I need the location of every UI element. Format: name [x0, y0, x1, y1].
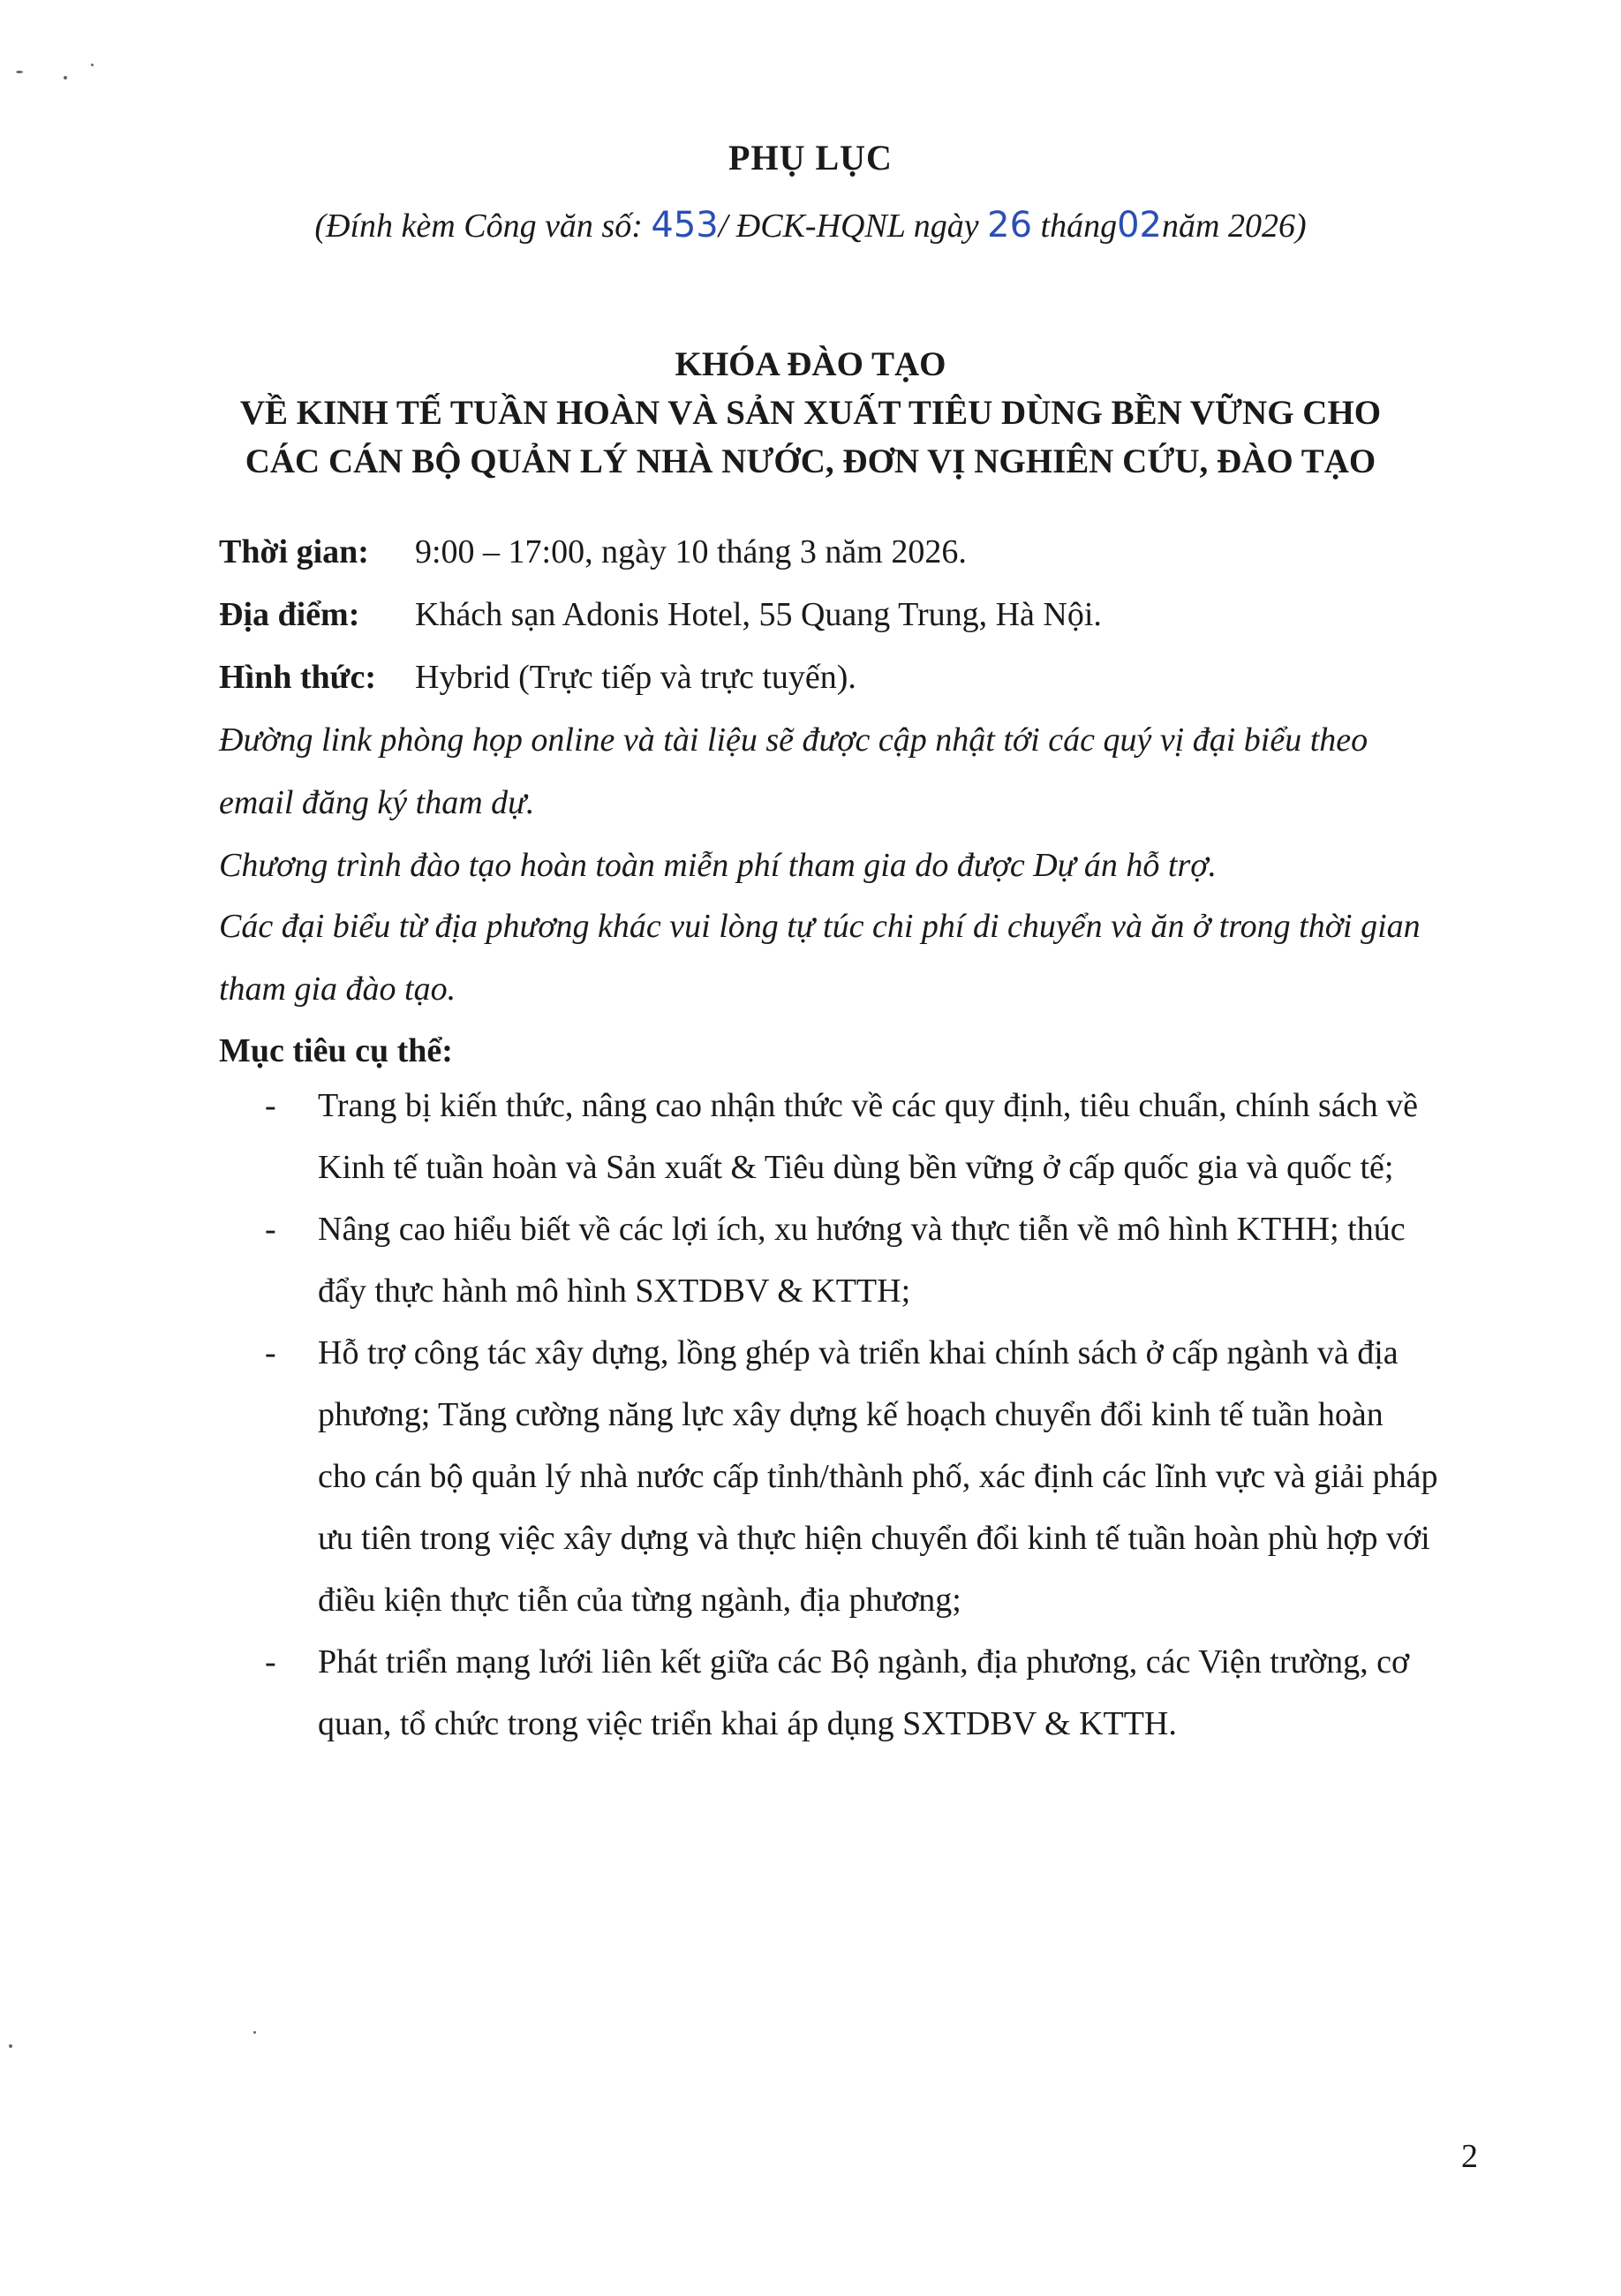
objective-line: Kinh tế tuần hoàn và Sản xuất & Tiêu dùng bền vững ở cấp quốc gia và quốc tế;: [318, 1149, 1394, 1186]
format-value: Hybrid (Trực tiếp và trực tuyến).: [415, 659, 856, 696]
objective-line: Nâng cao hiểu biết về các lợi ích, xu hướng và thực tiễn về mô hình KTHH; thúc: [318, 1211, 1406, 1248]
info-place: [219, 595, 1102, 634]
objective-line: quan, tổ chức trong việc triển khai áp dụng SXTDBV & KTTH.: [318, 1705, 1177, 1742]
bullet-dash: -: [265, 1334, 276, 1371]
objective-line: Hỗ trợ công tác xây dựng, lồng ghép và triển khai chính sách ở cấp ngành và địa: [318, 1334, 1399, 1371]
bullet-dash: -: [265, 1643, 276, 1680]
objective-line: cho cán bộ quản lý nhà nước cấp tỉnh/thành phố, xác định các lĩnh vực và giải pháp: [318, 1458, 1438, 1495]
info-format: [219, 658, 856, 697]
place-label: Địa điểm:: [219, 596, 360, 633]
objective-line: đẩy thực hành mô hình SXTDBV & KTTH;: [318, 1273, 911, 1310]
note-line: email đăng ký tham dự.: [219, 784, 535, 821]
handwritten-month: 02: [1117, 205, 1162, 245]
attachment-reference: [0, 205, 1621, 245]
bullet-dash: -: [265, 1087, 276, 1124]
time-label: Thời gian:: [219, 533, 369, 570]
attachment-suffix: năm 2026): [1162, 208, 1307, 245]
attachment-prefix: (Đính kèm Công văn số:: [314, 208, 643, 245]
handwritten-document-number: 453: [651, 205, 719, 245]
info-time: [219, 532, 967, 571]
course-heading-line: KHÓA ĐÀO TẠO: [675, 345, 946, 383]
note-line: Đường link phòng họp online và tài liệu sẽ được cập nhật tới các quý vị đại biểu theo: [219, 721, 1368, 759]
place-value: Khách sạn Adonis Hotel, 55 Quang Trung, Hà Nội.: [415, 596, 1102, 633]
attachment-code: / ĐCK-HQNL ngày: [718, 208, 979, 245]
appendix-title: PHỤ LỤC: [728, 138, 893, 177]
attachment-month-label: tháng: [1040, 208, 1118, 245]
format-label: Hình thức:: [219, 659, 376, 696]
handwritten-day: 26: [987, 205, 1033, 245]
note-line: tham gia đào tạo.: [219, 971, 456, 1008]
course-heading: [0, 340, 1621, 486]
scan-speck: [91, 64, 94, 66]
objective-line: ưu tiên trong việc xây dựng và thực hiện chuyển đổi kinh tế tuần hoàn phù hợp với: [318, 1520, 1430, 1557]
course-heading-line: VỀ KINH TẾ TUẦN HOÀN VÀ SẢN XUẤT TIÊU DÙNG BỀN VỮNG CHO: [239, 394, 1382, 432]
note-line: Chương trình đào tạo hoàn toàn miễn phí tham gia do được Dự án hỗ trợ.: [219, 847, 1218, 884]
scan-speck: [253, 2031, 256, 2034]
course-heading-line: CÁC CÁN BỘ QUẢN LÝ NHÀ NƯỚC, ĐƠN VỊ NGHIÊN CỨU, ĐÀO TẠO: [245, 442, 1376, 480]
scan-speck: [9, 2044, 12, 2048]
page-number: 2: [1461, 2138, 1478, 2175]
objective-line: Phát triển mạng lưới liên kết giữa các Bộ ngành, địa phương, các Viện trường, cơ: [318, 1643, 1410, 1680]
note-line: Các đại biểu từ địa phương khác vui lòng tự túc chi phí di chuyển và ăn ở trong thời gian: [219, 908, 1421, 945]
bullet-dash: -: [265, 1211, 276, 1248]
scan-speck: [64, 76, 67, 79]
time-value: 9:00 – 17:00, ngày 10 tháng 3 năm 2026.: [415, 533, 967, 570]
objective-line: Trang bị kiến thức, nâng cao nhận thức về các quy định, tiêu chuẩn, chính sách về: [318, 1087, 1418, 1124]
scan-speck: [16, 71, 23, 73]
objective-line: phương; Tăng cường năng lực xây dựng kế hoạch chuyển đổi kinh tế tuần hoàn: [318, 1396, 1384, 1433]
objective-line: điều kiện thực tiễn của từng ngành, địa phương;: [318, 1582, 961, 1619]
objectives-heading: Mục tiêu cụ thể:: [219, 1032, 453, 1069]
